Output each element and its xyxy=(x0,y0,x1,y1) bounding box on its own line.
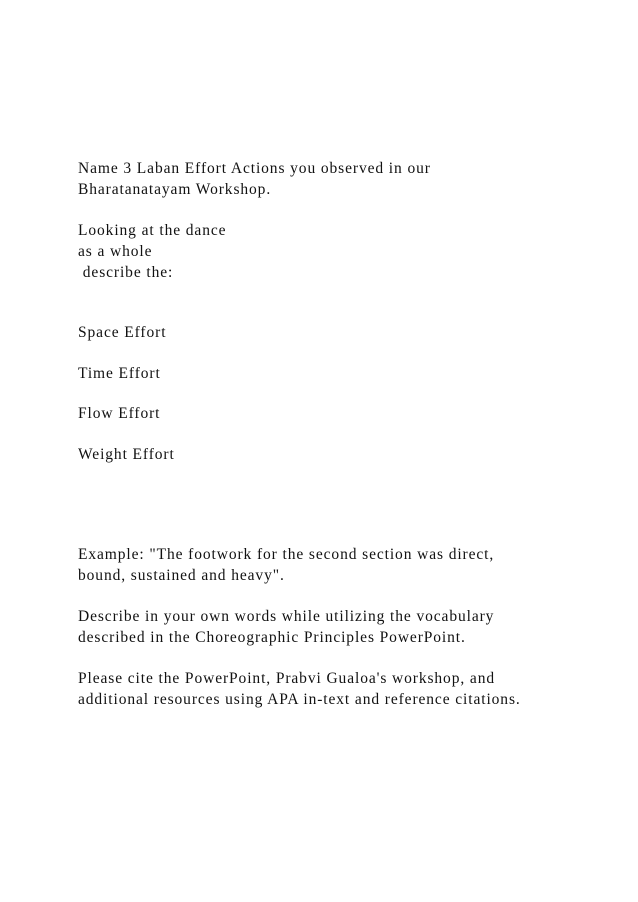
citation-line: additional resources using APA in-text and reference citations. xyxy=(78,691,521,708)
effort-item: Weight Effort xyxy=(78,446,175,463)
instruction-line: Looking at the dance xyxy=(78,222,227,239)
instruction-line: describe the: xyxy=(78,264,174,281)
example-line: Example: "The footwork for the second section was direct, xyxy=(78,546,495,563)
citation-line: Please cite the PowerPoint, Prabvi Gualoa's workshop, and xyxy=(78,670,495,687)
example-line: bound, sustained and heavy". xyxy=(78,567,285,584)
effort-item: Time Effort xyxy=(78,365,161,382)
effort-item: Space Effort xyxy=(78,324,167,341)
instruction-line: as a whole xyxy=(78,243,153,260)
instruction-line: described in the Choreographic Principles PowerPoint. xyxy=(78,629,466,646)
instruction-line: Describe in your own words while utilizing the vocabulary xyxy=(78,608,495,625)
effort-item: Flow Effort xyxy=(78,405,161,422)
prompt-line: Bharatanatayam Workshop. xyxy=(78,181,272,198)
prompt-line: Name 3 Laban Effort Actions you observed in our xyxy=(78,160,431,177)
